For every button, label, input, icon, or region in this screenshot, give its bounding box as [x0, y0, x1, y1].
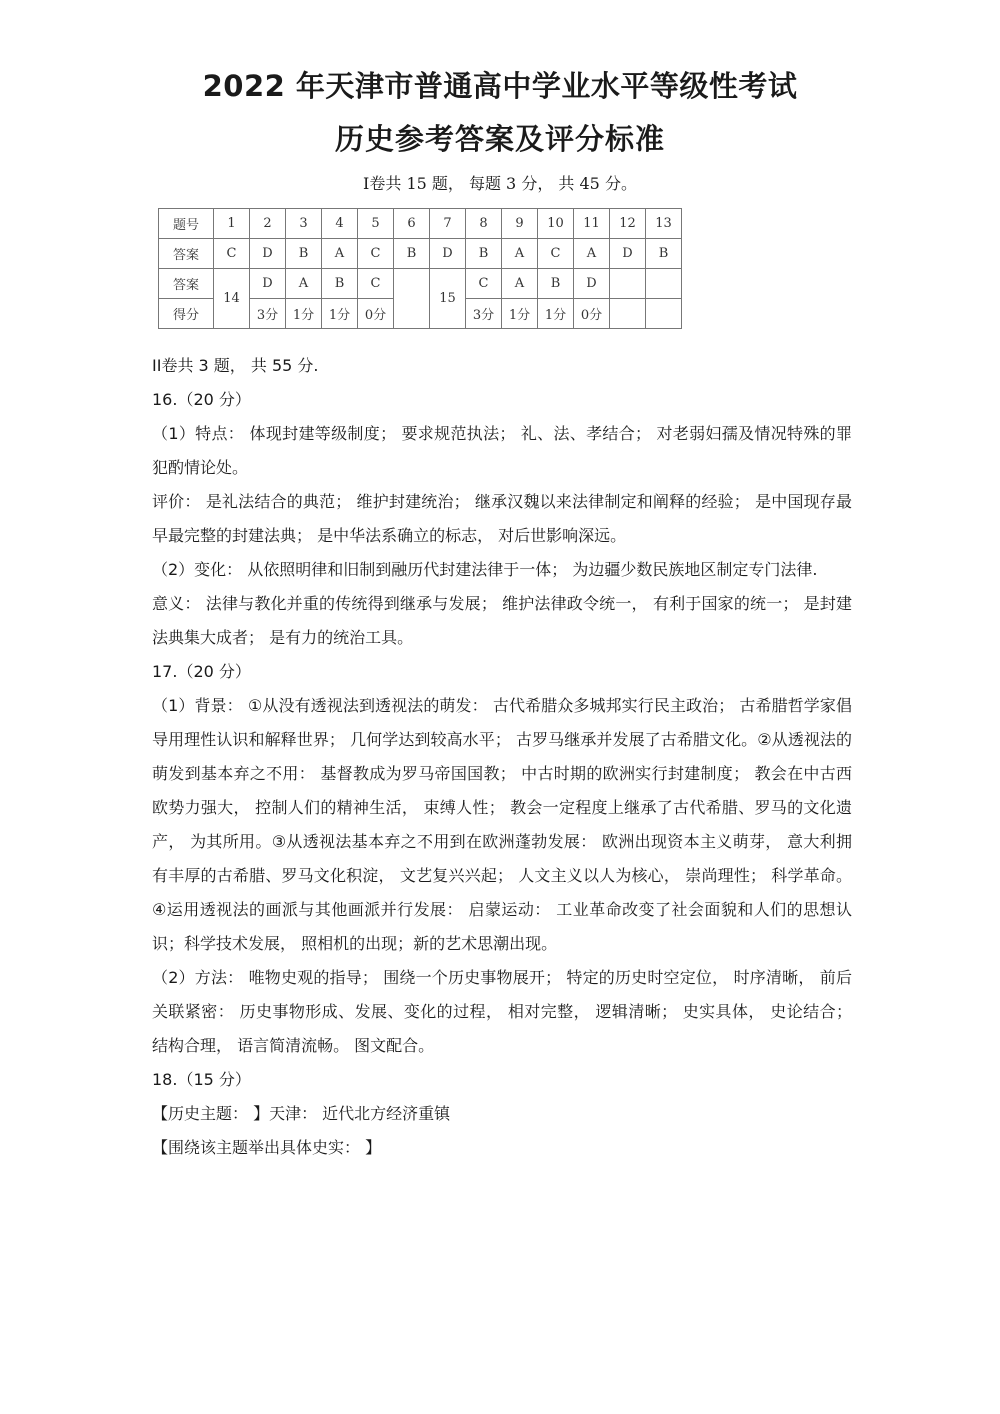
answer-cell: B: [646, 239, 682, 269]
answer-cell: D: [250, 239, 286, 269]
answer-cell: B: [394, 239, 430, 269]
empty-cell: [610, 299, 646, 329]
table-row-question-numbers: [159, 209, 682, 239]
score-cell: 0分: [358, 299, 394, 329]
score-cell: 1分: [322, 299, 358, 329]
answer-cell: C: [358, 269, 394, 299]
answer-cell: D: [574, 269, 610, 299]
question-number: 8: [466, 209, 502, 239]
question-number: 5: [358, 209, 394, 239]
answer-cell: A: [574, 239, 610, 269]
answer-cell: C: [358, 239, 394, 269]
answer-cell: A: [322, 239, 358, 269]
answer-cell: B: [286, 239, 322, 269]
empty-cell: [646, 299, 682, 329]
answer-cell: D: [430, 239, 466, 269]
table-row-answers: [159, 239, 682, 269]
question-number: 1: [214, 209, 250, 239]
part2-summary: II卷共 3 题， 共 55 分.: [152, 356, 319, 375]
q17-heading: 17.（20 分）: [152, 662, 251, 681]
part1-summary: I卷共 15 题， 每题 3 分， 共 45 分。: [363, 174, 637, 193]
question-number: 12: [610, 209, 646, 239]
answer-cell: B: [466, 239, 502, 269]
answer-cell: C: [538, 239, 574, 269]
answer-cell: C: [466, 269, 502, 299]
question-number: 9: [502, 209, 538, 239]
q18-theme: 【历史主题： 】天津： 近代北方经济重镇: [152, 1104, 451, 1123]
row-label: 答案: [159, 239, 214, 269]
table-row-multi-answers: [159, 269, 682, 299]
empty-cell: [610, 269, 646, 299]
question-number: 11: [574, 209, 610, 239]
answer-cell: A: [502, 239, 538, 269]
q16-significance: 意义： 法律与教化并重的传统得到继承与发展； 维护法律政令统一， 有利于国家的统一； 是封建法典集大成者； 是有力的统治工具。: [152, 594, 852, 647]
question-number: 2: [250, 209, 286, 239]
empty-cell: [394, 269, 430, 329]
question-number-15: 15: [430, 269, 466, 329]
empty-cell: [646, 269, 682, 299]
row-label: 得分: [159, 299, 214, 329]
answer-cell: C: [214, 239, 250, 269]
question-number: 6: [394, 209, 430, 239]
q17-background: （1）背景： ①从没有透视法到透视法的萌发： 古代希腊众多城邦实行民主政治； 古希腊哲学家倡导用理性认识和解释世界； 几何学达到较高水平； 古罗马继承并发展了古希腊文化。②从透视法的萌发到基本弃之不用： 基督教成为罗马帝国国教； 中古时期的欧洲实行封建制度； 教会在中古西欧势力强大， 控制人们的精神生活， 束缚人性； 教会一定程度上继承了古代希腊、罗马的文化遗产， 为其所用。③从透视法基本弃之不用到在欧洲蓬勃发展： 欧洲出现资本主义萌芽， 意大利拥有丰厚的古希腊、罗马文化积淀， 文艺复兴兴起； 人文主义以人为核心， 崇尚理性； 科学革命。④运用透视法的画派与其他画派并行发展： 启蒙运动： 工业革命改变了社会面貌和人们的思想认识；科学技术发展， 照相机的出现；新的艺术思潮出现。: [152, 696, 852, 953]
score-cell: 1分: [286, 299, 322, 329]
q16-heading: 16.（20 分）: [152, 390, 251, 409]
answer-cell: A: [286, 269, 322, 299]
answer-body: [152, 349, 852, 1165]
row-label: 题号: [159, 209, 214, 239]
q16-evaluation: 评价： 是礼法结合的典范； 维护封建统治； 继承汉魏以来法律制定和阐释的经验； 是中国现存最早最完整的封建法典； 是中华法系确立的标志， 对后世影响深远。: [152, 492, 852, 545]
q18-heading: 18.（15 分）: [152, 1070, 251, 1089]
question-number: 10: [538, 209, 574, 239]
answer-cell: B: [538, 269, 574, 299]
answer-cell: D: [610, 239, 646, 269]
score-cell: 3分: [466, 299, 502, 329]
score-cell: 3分: [250, 299, 286, 329]
question-number-14: 14: [214, 269, 250, 329]
q16-feature: （1）特点： 体现封建等级制度； 要求规范执法； 礼、法、孝结合； 对老弱妇孺及情况特殊的罪犯酌情论处。: [152, 424, 852, 477]
q18-facts: 【围绕该主题举出具体史实： 】: [152, 1138, 382, 1157]
document-title: 2022 年天津市普通高中学业水平等级性考试: [202, 69, 798, 103]
answer-cell: D: [250, 269, 286, 299]
q17-method: （2）方法： 唯物史观的指导； 围绕一个历史事物展开； 特定的历史时空定位， 时序清晰， 前后关联紧密： 历史事物形成、发展、变化的过程， 相对完整， 逻辑清晰； 史实具体， 史论结合； 结构合理， 语言简清流畅。 图文配合。: [152, 968, 852, 1055]
answer-cell: A: [502, 269, 538, 299]
score-cell: 1分: [502, 299, 538, 329]
question-number: 3: [286, 209, 322, 239]
answer-cell: B: [322, 269, 358, 299]
score-cell: 1分: [538, 299, 574, 329]
question-number: 4: [322, 209, 358, 239]
row-label: 答案: [159, 269, 214, 299]
question-number: 13: [646, 209, 682, 239]
answer-table: [158, 208, 682, 329]
question-number: 7: [430, 209, 466, 239]
document-subtitle: 历史参考答案及评分标准: [334, 122, 665, 156]
q16-change: （2）变化： 从依照明律和旧制到融历代封建法律于一体； 为边疆少数民族地区制定专门法律.: [152, 560, 818, 579]
score-cell: 0分: [574, 299, 610, 329]
